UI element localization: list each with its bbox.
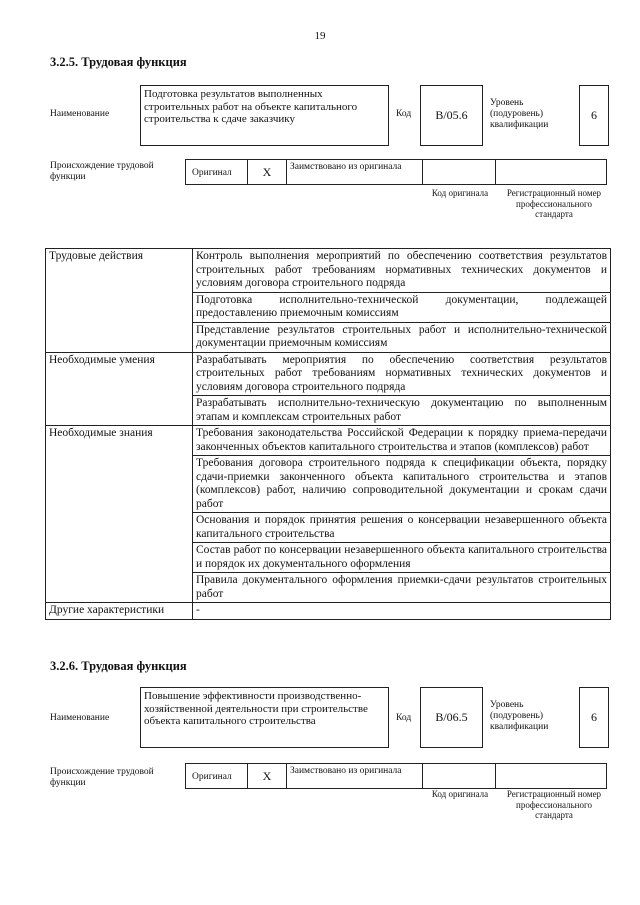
table-cell: Состав работ по консервации незавершенного объекта капитального строительства и порядок их документального оформления	[193, 543, 611, 573]
origin-code-cell-1	[422, 159, 496, 185]
original-label-2: Оригинал	[185, 763, 248, 789]
reg-number-caption-2: Регистрационный номер профессионального стандарта	[506, 789, 602, 820]
row-label-other: Другие характеристики	[46, 603, 193, 620]
row-label-actions: Трудовые действия	[46, 249, 193, 353]
code-value-1: B/05.6	[420, 85, 483, 146]
section-title-2: 3.2.6. Трудовая функция	[50, 659, 187, 673]
borrowed-label-2: Заимствовано из оригинала	[286, 763, 423, 789]
table-cell: Требования законодательства Российской Федерации к порядку приема-передачи законченных объектов капитального строительства и этапов (комплексов) работ	[193, 426, 611, 456]
name-label-2: Наименование	[50, 713, 110, 723]
original-label-1: Оригинал	[185, 159, 248, 185]
origin-row-1	[186, 159, 607, 185]
code-label-1: Код	[396, 109, 412, 119]
borrowed-label-1: Заимствовано из оригинала	[286, 159, 423, 185]
origin-label-2: Происхождение трудовой функции	[50, 767, 154, 788]
table-cell: Требования договора строительного подряда к спецификации объекта, порядку сдачи-приемки законченного объекта капитального строительства и этапов (комплексов) работ, наличию сопроводительной документации и срокам сдачи работ	[193, 456, 611, 513]
work-function-table	[45, 248, 611, 620]
table-cell: Разрабатывать исполнительно-техническую документацию по выполненным этапам и комплексам строительных работ	[193, 396, 611, 426]
name-value-2: Повышение эффективности производственно-хозяйственной деятельности при строительстве объекта капитального строительства	[140, 687, 389, 748]
level-value-2: 6	[579, 687, 609, 748]
table-cell: Правила документального оформления приемки-сдачи результатов строительных работ	[193, 573, 611, 603]
original-mark-1: X	[247, 159, 287, 185]
level-label-2: Уровень (подуровень) квалификации	[490, 700, 549, 732]
level-label-1: Уровень (подуровень) квалификации	[490, 98, 549, 130]
section-title-1: 3.2.5. Трудовая функция	[50, 55, 187, 69]
table-cell: Основания и порядок принятия решения о консервации незавершенного объекта капитального строительства	[193, 513, 611, 543]
origin-code-caption-1: Код оригинала	[431, 188, 489, 198]
origin-row-2	[186, 763, 607, 789]
reg-number-cell-2	[495, 763, 607, 789]
row-label-knowledge: Необходимые знания	[46, 426, 193, 603]
table-cell: Разрабатывать мероприятия по обеспечению соответствия результатов строительных работ требованиям нормативных технических документов и условиям договора строительного подряда	[193, 352, 611, 396]
level-value-1: 6	[579, 85, 609, 146]
page-number: 19	[314, 30, 326, 42]
origin-code-caption-2: Код оригинала	[431, 789, 489, 799]
original-mark-2: X	[247, 763, 287, 789]
name-label-1: Наименование	[50, 109, 110, 119]
table-cell: Представление результатов строительных работ и исполнительно-технической документации приемочным комиссиям	[193, 322, 611, 352]
table-row	[46, 352, 611, 396]
code-label-2: Код	[396, 713, 412, 723]
table-cell: -	[193, 603, 611, 620]
table-cell: Подготовка исполнительно-технической документации, подлежащей предоставлению приемочным комиссиям	[193, 292, 611, 322]
origin-label-1: Происхождение трудовой функции	[50, 161, 154, 182]
name-value-1: Подготовка результатов выполненных строительных работ на объекте капитального строительства к сдаче заказчику	[140, 85, 389, 146]
table-row	[46, 603, 611, 620]
origin-code-cell-2	[422, 763, 496, 789]
row-label-skills: Необходимые умения	[46, 352, 193, 426]
reg-number-caption-1: Регистрационный номер профессионального стандарта	[506, 188, 602, 219]
table-row	[46, 426, 611, 456]
code-value-2: B/06.5	[420, 687, 483, 748]
table-cell: Контроль выполнения мероприятий по обеспечению соответствия результатов строительных работ требованиям нормативных технических документов и условиям договора строительного подряда	[193, 249, 611, 293]
reg-number-cell-1	[495, 159, 607, 185]
table-row	[46, 249, 611, 293]
